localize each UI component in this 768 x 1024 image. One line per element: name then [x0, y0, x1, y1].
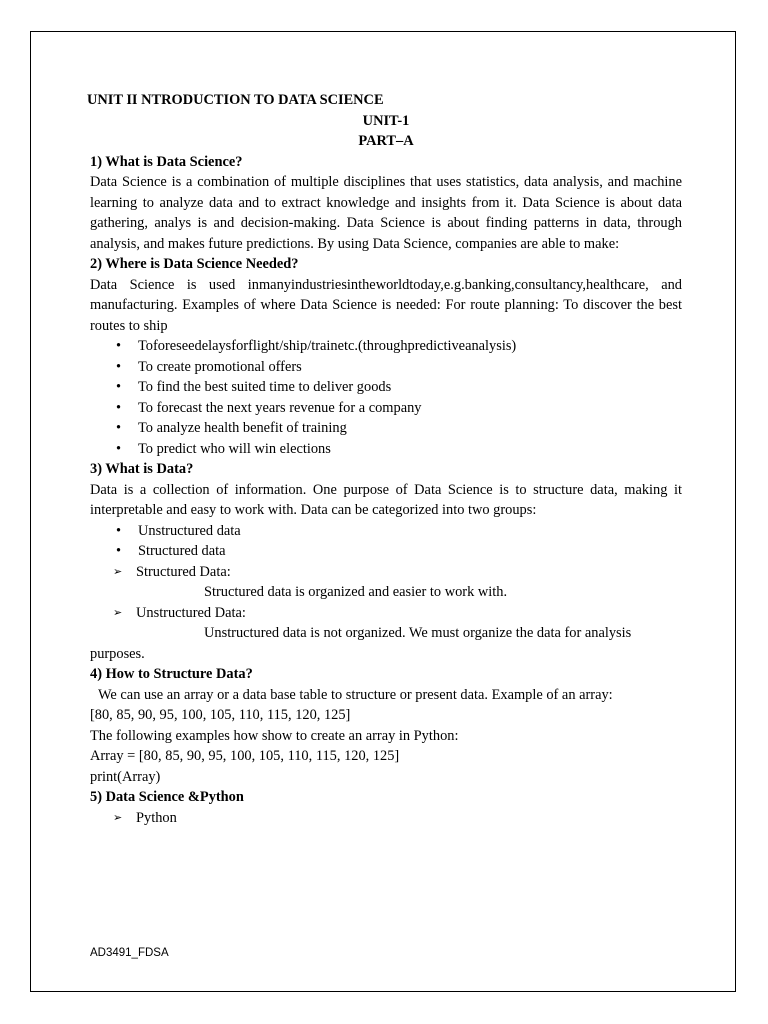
question-4-code-array: Array = [80, 85, 90, 95, 100, 105, 110, 115, 120, 125] [90, 748, 400, 764]
question-2-body: Data Science is used inmanyindustriesintheworldtoday,e.g.banking,consultancy,healthcare, and manufacturing. Examples of where Data Science is needed: For route planning: To discover the best routes to ship [90, 276, 682, 334]
unstructured-data-label: Unstructured Data: [136, 604, 246, 621]
question-4-line-3: The following examples how show to create an array in Python: [90, 727, 459, 744]
question-4-heading: 4) How to Structure Data? [90, 666, 253, 682]
bullet-icon: • [116, 420, 122, 436]
list-item-text: Structured data [138, 543, 226, 559]
list-item [90, 336, 682, 357]
arrow-bullet-icon: ➢ [113, 811, 123, 824]
arrow-bullet-icon: ➢ [113, 565, 123, 578]
question-2-heading: 2) Where is Data Science Needed? [90, 256, 299, 272]
question-5-heading: 5) Data Science &Python [90, 789, 244, 805]
question-4-code-print: print(Array) [90, 768, 161, 785]
bullet-icon: • [116, 379, 122, 395]
question-3-heading: 3) What is Data? [90, 461, 194, 477]
list-item [90, 418, 682, 439]
unstructured-data-continuation: purposes. [90, 645, 145, 662]
list-item [90, 377, 682, 398]
question-5-list [90, 808, 682, 829]
question-3-list [90, 521, 682, 562]
unstructured-data-list [90, 603, 682, 624]
list-item [90, 357, 682, 378]
unstructured-data-text: Unstructured data is not organized. We must organize the data for analysis [204, 625, 632, 641]
list-item [90, 603, 682, 624]
bullet-icon: • [116, 338, 122, 354]
bullet-icon: • [116, 522, 122, 539]
list-item [90, 521, 682, 542]
list-item-text: Python [136, 809, 177, 826]
bullet-icon: • [116, 399, 122, 416]
bullet-icon: • [116, 543, 122, 559]
document-body [87, 90, 682, 828]
question-4-line-1: We can use an array or a data base table to structure or present data. Example of an array: [98, 686, 613, 703]
structured-data-list [90, 562, 682, 583]
bullet-icon: • [116, 440, 122, 457]
question-3-body: Data is a collection of information. One purpose of Data Science is to structure data, making it interpretable and easy to work with. Data can be categorized into two groups: [90, 481, 682, 518]
list-item-text: Toforeseedelaysforflight/ship/trainetc.(throughpredictiveanalysis) [138, 338, 517, 354]
question-1-heading: 1) What is Data Science? [90, 153, 243, 170]
question-1-body: Data Science is a combination of multiple disciplines that uses statistics, data analysis, and machine learning to analyze data and to extract knowledge and insights from it. Data Science is about data gathering, analys is and decision-making. Data Science is about finding patterns in data, through analysis, and makes future predictions. By using Data Science, companies are able to make: [90, 174, 682, 252]
structured-data-label: Structured Data: [136, 563, 231, 580]
list-item [90, 562, 682, 583]
structured-data-text: Structured data is organized and easier to work with. [204, 584, 508, 600]
part-heading: PART–A [358, 133, 414, 149]
list-item-text: To create promotional offers [138, 358, 302, 375]
question-4-array-example: [80, 85, 90, 95, 100, 105, 110, 115, 120, 125] [90, 707, 351, 723]
arrow-bullet-icon: ➢ [113, 606, 123, 619]
list-item-text: Unstructured data [138, 522, 241, 539]
list-item-text: To analyze health benefit of training [138, 420, 347, 436]
list-item-text: To find the best suited time to deliver goods [138, 379, 392, 395]
page-footer: AD3491_FDSA [90, 947, 169, 959]
list-item [90, 439, 682, 460]
list-item [90, 541, 682, 562]
unit-heading: UNIT-1 [362, 112, 410, 129]
list-item-text: To forecast the next years revenue for a company [138, 399, 422, 416]
bullet-icon: • [116, 358, 122, 375]
question-2-list [90, 336, 682, 459]
list-item [90, 398, 682, 419]
list-item [90, 808, 682, 829]
document-title: UNIT II NTRODUCTION TO DATA SCIENCE [87, 92, 384, 108]
list-item-text: To predict who will win elections [138, 440, 331, 457]
